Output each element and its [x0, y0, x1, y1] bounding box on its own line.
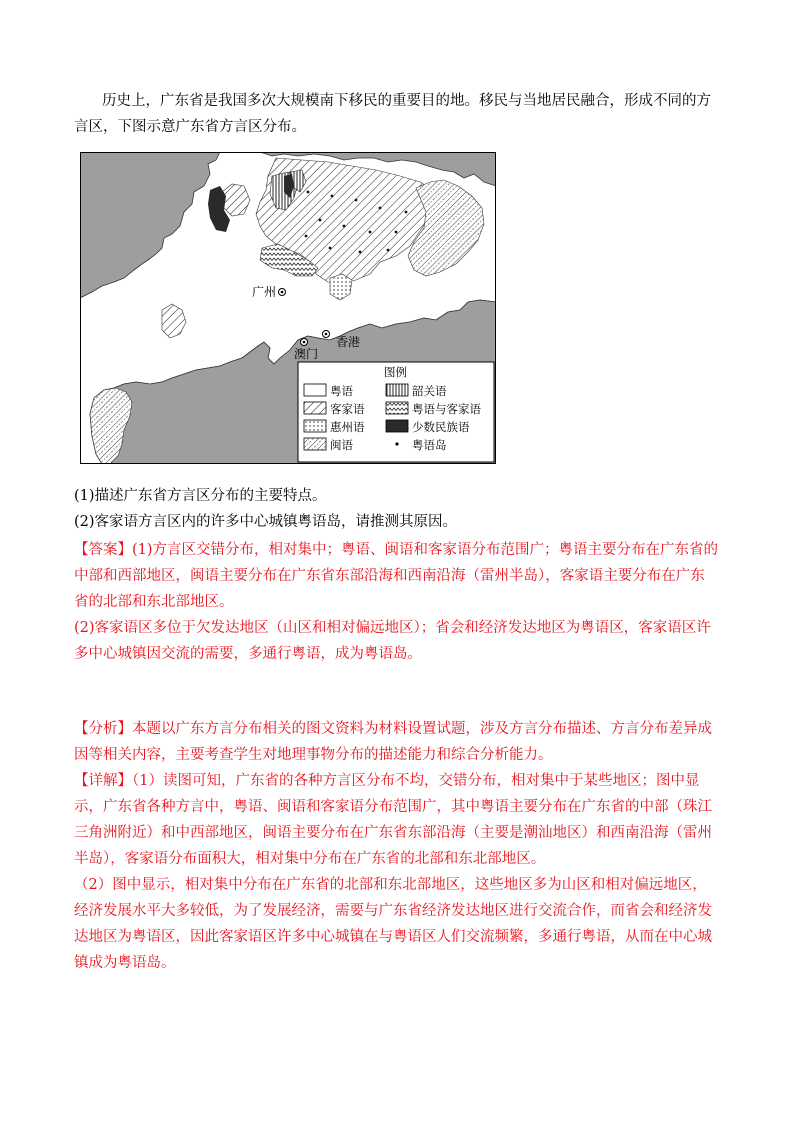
city-guangzhou-label: 广州 — [252, 285, 277, 299]
answer-line-2: 中部和西部地区，闽语主要分布在广东省东部沿海和西南沿海（雷州半岛），客家语主要分布在广东 — [74, 568, 705, 584]
map-legend — [298, 362, 494, 462]
city-macau-marker — [301, 339, 308, 346]
answer-block — [74, 537, 734, 667]
analysis-line-1: 【分析】本题以广东方言分布相关的图文资料为材料设置试题，涉及方言分布描述、方言分布差异成 — [74, 721, 712, 737]
detail-line-8: 镇成为粤语岛。 — [74, 955, 176, 971]
question-1-text: (1)描述广东省方言区分布的主要特点。 — [74, 488, 327, 504]
analysis-line-2: 因等相关内容，主要考查学生对地理事物分布的描述能力和综合分析能力。 — [74, 747, 553, 763]
intro-line-2: 言区，下图示意广东省方言区分布。 — [74, 119, 306, 135]
legend-title: 图例 — [384, 365, 407, 379]
answer-line-1: 【答案】(1)方言区交错分布，相对集中；粤语、闽语和客家语分布范围广；粤语主要分布在广东省的 — [74, 542, 719, 558]
detail-line-5: （2）图中显示，相对集中分布在广东省的北部和东北部地区，这些地区多为山区和相对偏远地区， — [74, 877, 707, 893]
legend-yue-island: 粤语岛 — [412, 438, 447, 452]
answer-line-5: 多中心城镇因交流的需要，多通行粤语，成为粤语岛。 — [74, 646, 422, 662]
analysis-block — [74, 716, 734, 976]
detail-line-7: 达地区为粤语区，因此客家语区许多中心城镇在与粤语区人们交流频繁，多通行粤语，从而在中心城 — [74, 929, 712, 945]
question-2 — [74, 509, 734, 535]
city-hongkong-label: 香港 — [336, 335, 361, 349]
detail-line-4: 半岛），客家语分布面积大，相对集中分布在广东省的北部和东北部地区。 — [74, 851, 546, 867]
detail-line-2: 示，广东省各种方言中，粤语、闽语和客家语分布范围广，其中粤语主要分布在广东省的中部（珠江 — [74, 799, 712, 815]
legend-hakka: 客家语 — [330, 402, 365, 416]
intro-line-1: 历史上，广东省是我国多次大规模南下移民的重要目的地。移民与当地居民融合，形成不同的方 — [102, 93, 711, 109]
answer-line-3: 省的北部和东北部地区。 — [74, 594, 234, 610]
detail-line-1: 【详解】（1）读图可知，广东省的各种方言区分布不均，交错分布，相对集中于某些地区；图中显 — [74, 773, 700, 789]
legend-huizhou: 惠州语 — [330, 420, 365, 434]
detail-line-6: 经济发展水平大多较低，为了发展经济，需要与广东省经济发达地区进行交流合作，而省会和经济发 — [74, 903, 712, 919]
question-2-text: (2)客家语方言区内的许多中心城镇粤语岛，请推测其原因。 — [74, 514, 458, 530]
legend-yue-hakka: 粤语与客家语 — [412, 402, 481, 416]
city-guangzhou-marker — [279, 289, 286, 296]
intro-paragraph — [74, 88, 734, 140]
city-hongkong-marker — [323, 331, 330, 338]
detail-line-3: 三角洲附近）和中西部地区，闽语主要分布在广东省东部沿海（主要是潮汕地区）和西南沿海（雷州 — [74, 825, 712, 841]
legend-minority: 少数民族语 — [412, 420, 470, 434]
legend-min: 闽语 — [330, 438, 353, 452]
dialect-map — [80, 152, 496, 464]
answer-line-4: (2)客家语区多位于欠发达地区（山区和相对偏远地区）；省会和经济发达地区为粤语区，客家语区许 — [74, 620, 711, 636]
question-1 — [74, 483, 734, 509]
city-macau-label: 澳门 — [294, 347, 319, 361]
legend-yue: 粤语 — [330, 384, 353, 398]
legend-shaoguan: 韶关语 — [412, 384, 447, 398]
